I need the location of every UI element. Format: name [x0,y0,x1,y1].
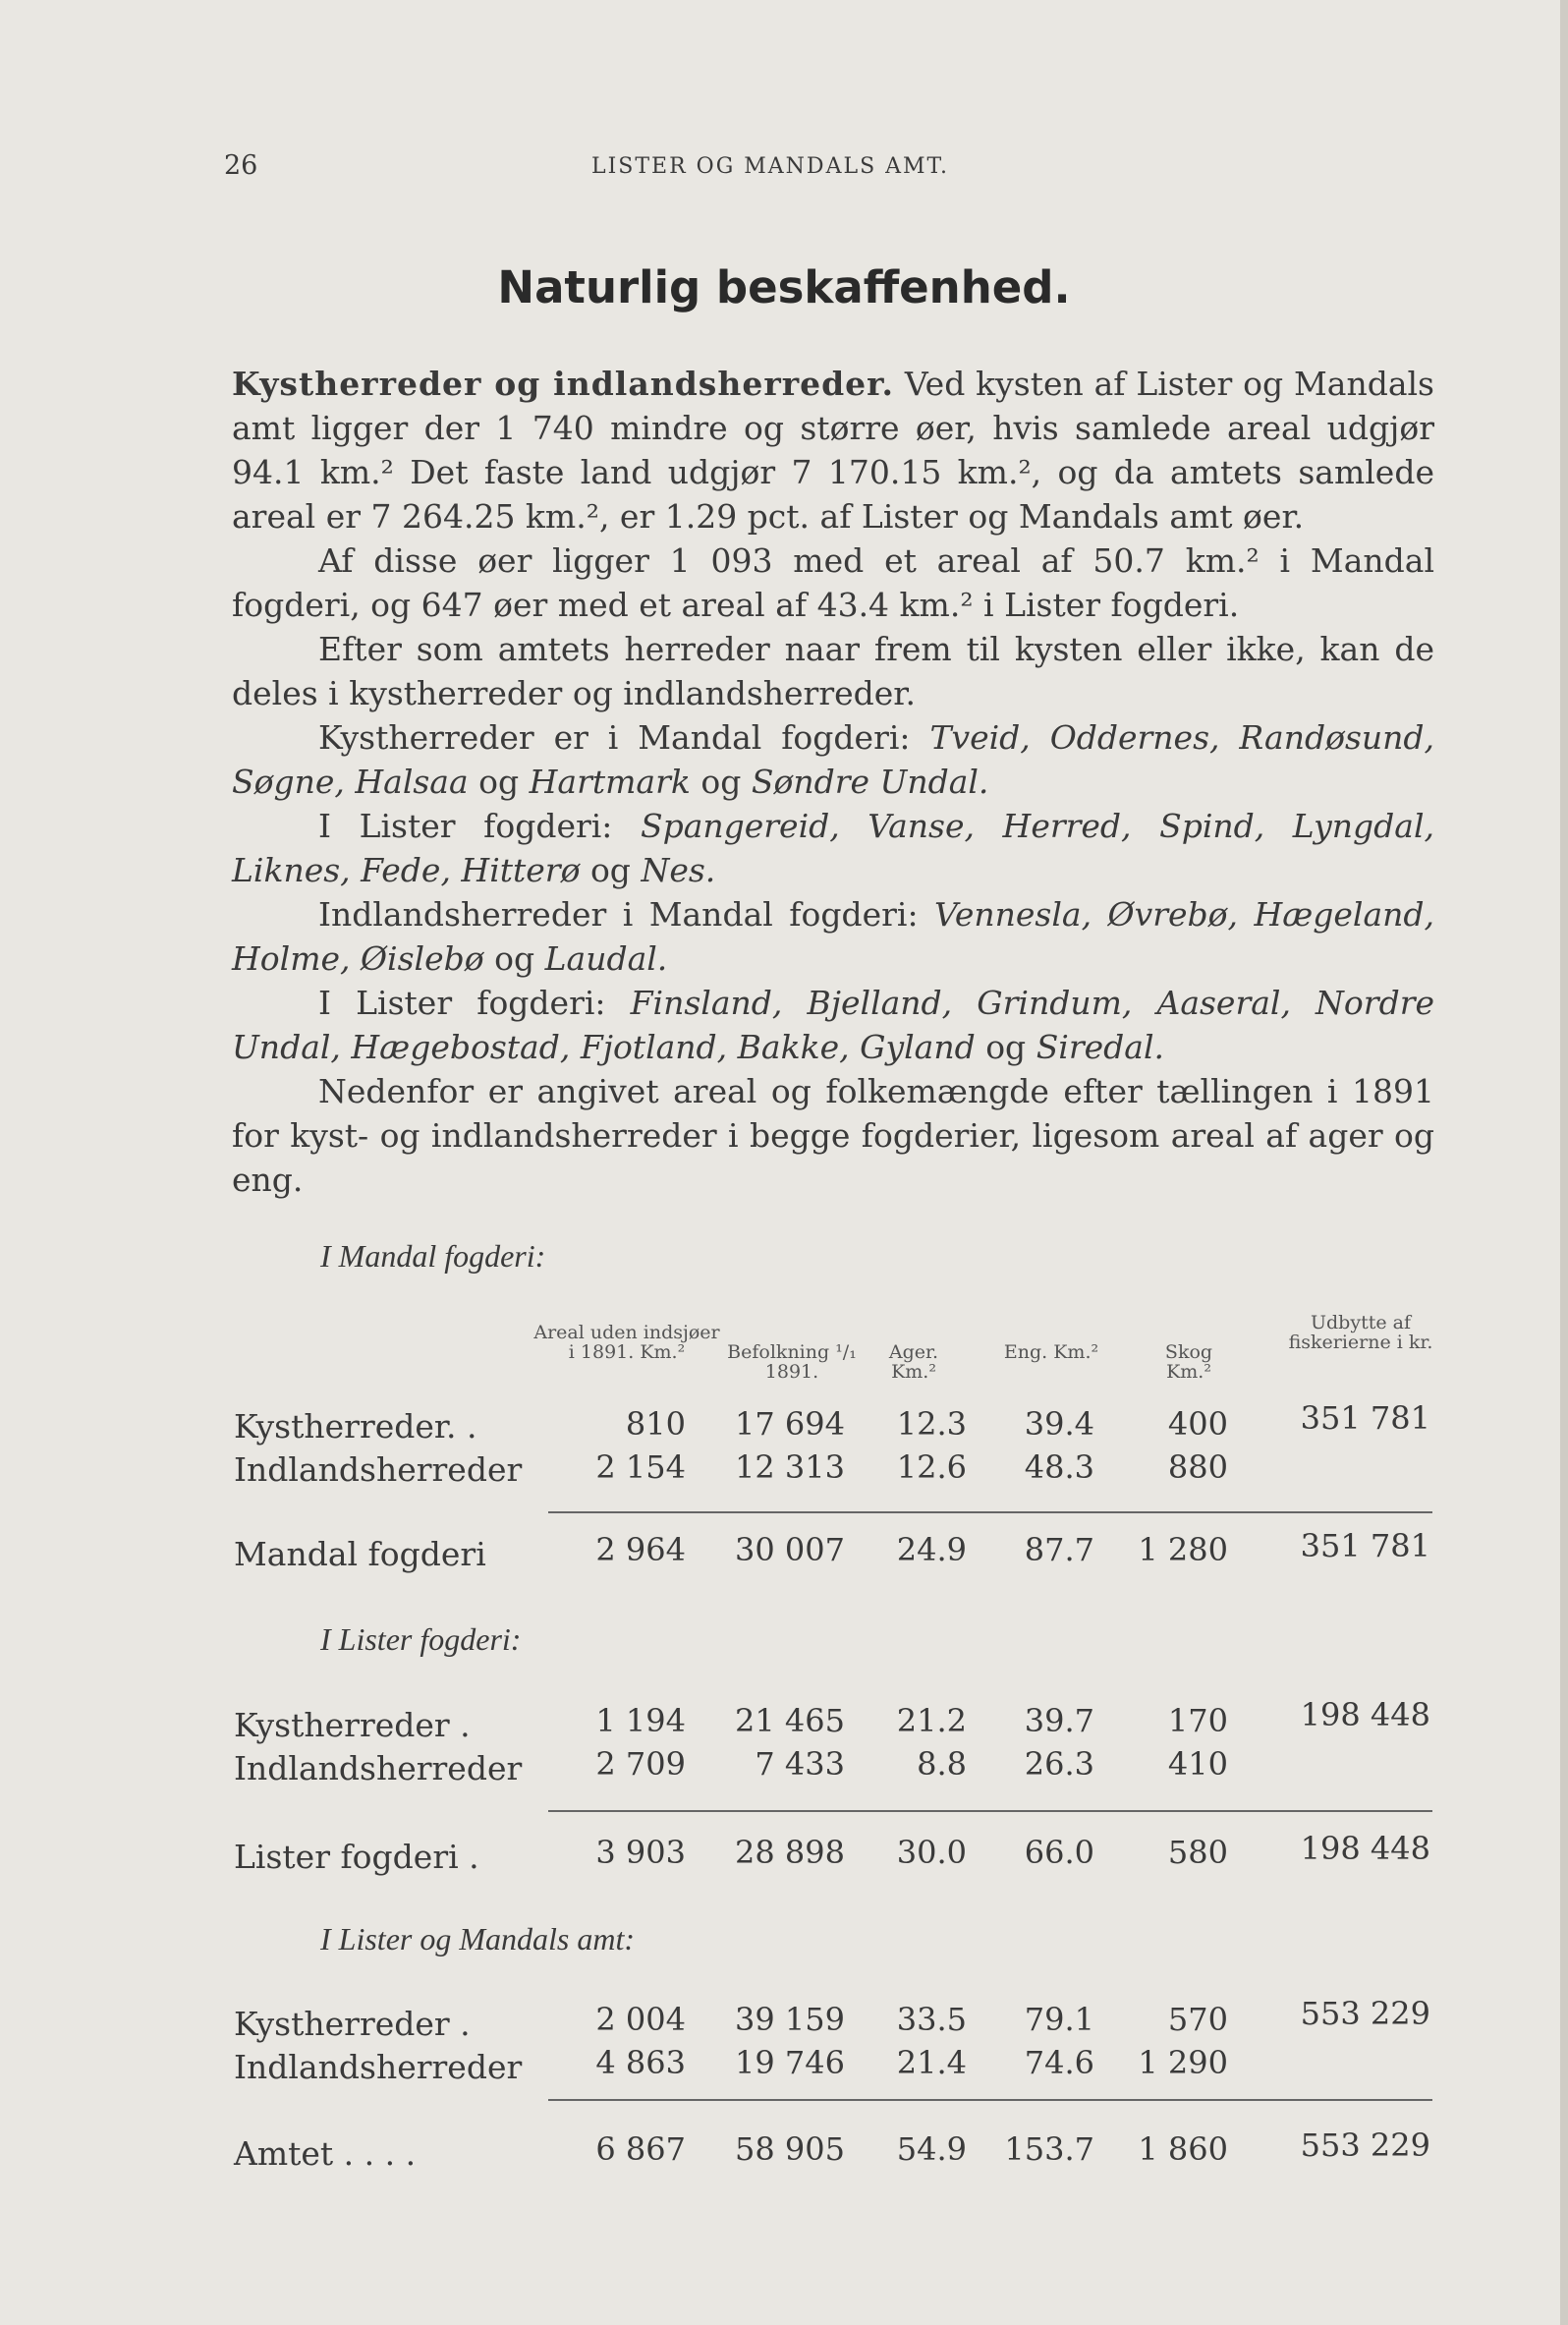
cell-areal: 1 194 [595,1702,686,1739]
cell-udbytte: 198 448 [1300,1696,1430,1733]
cell-befolkning: 17 694 [735,1405,845,1443]
row-label-mandal-kyst: Kystherreder. . [234,1407,477,1446]
row-label-amt-indl: Indlandsherreder [234,2048,523,2086]
row-label-mandal-total: Mandal fogderi [234,1535,486,1573]
cell-eng: 87.7 [1024,1531,1094,1568]
cell-ager: 21.2 [896,1702,967,1739]
row-label-lister-kyst: Kystherreder . [234,1706,471,1744]
cell-skog: 1 860 [1138,2130,1228,2168]
cell-befolkning: 28 898 [735,1834,845,1871]
cell-skog: 570 [1167,2001,1228,2038]
row-label-amt-total: Amtet . . . . [234,2134,417,2173]
section-mandal: I Mandal fogderi: [320,1238,546,1274]
p5-places: Spangereid, Vanse, Herred, Spind, Lyngdal, Liknes, Fede, Hitterø [232,807,1434,889]
page-title: Naturlig beskaffenhed. [497,261,1071,313]
row-label-mandal-indl: Indlandsherreder [234,1450,523,1489]
cell-skog: 170 [1167,1702,1228,1739]
row-label-lister-indl: Indlandsherreder [234,1749,523,1787]
cell-areal: 810 [625,1405,686,1443]
paragraph-1 [232,362,1434,539]
cell-udbytte: 553 229 [1300,1995,1430,2032]
section-amt: I Lister og Mandals amt: [320,1921,635,1956]
p4-places: Tveid, Oddernes, Randøsund, Søgne, Halsaa [232,718,1434,801]
cell-udbytte: 553 229 [1300,2127,1430,2164]
col-header-udbytte: Udbytte af fiskerierne i kr. [1288,1312,1433,1353]
col-header-skog: Skog Km.² [1164,1341,1213,1383]
cell-ager: 30.0 [896,1834,967,1871]
p7-places: Finsland, Bjelland, Grindum, Aaseral, Nordre Undal, Hægebostad, Fjotland, Bakke, Gyland [232,984,1435,1066]
cell-areal: 3 903 [595,1834,686,1871]
cell-eng: 48.3 [1024,1448,1094,1486]
cell-areal: 2 004 [595,2001,686,2038]
body-text [232,362,1434,1202]
p4-lead: Kystherreder er i Mandal fogderi: [318,718,930,757]
p4-and2: og [690,763,752,801]
cell-ager: 33.5 [896,2001,967,2038]
cell-eng: 39.4 [1024,1405,1094,1443]
p6-lead: Indlandsherreder i Mandal fogderi: [318,895,935,934]
cell-udbytte: 351 781 [1300,1527,1430,1564]
paragraph-6 [232,892,1434,981]
cell-befolkning: 12 313 [735,1448,845,1486]
cell-skog: 1 290 [1138,2044,1228,2081]
scan-edge [1560,0,1568,2325]
cell-befolkning: 7 433 [755,1745,845,1783]
paragraph-3: Efter som amtets herreder naar frem til kysten eller ikke, kan de deles i kystherreder og indlandsherreder. [232,630,1434,712]
cell-befolkning: 21 465 [735,1702,845,1739]
cell-ager: 54.9 [896,2130,967,2168]
p6-places: Vennesla, Øvrebø, Hægeland, Holme, Øislebø [232,895,1435,978]
running-title: LISTER OG MANDALS AMT. [591,154,949,179]
cell-ager: 24.9 [896,1531,967,1568]
cell-udbytte: 198 448 [1300,1830,1430,1867]
cell-eng: 26.3 [1024,1745,1094,1783]
cell-eng: 39.7 [1024,1702,1094,1739]
paragraph-1-text: Ved kysten af Lister og Mandals amt ligger der 1 740 mindre og større øer, hvis samlede areal udgjør 94.1 km.² Det faste land udgjør 7 170.15 km.², og da amtets samlede areal er 7 264.25 km.², er 1.29 pct. af Lister og Mandals amt øer. [232,365,1434,536]
cell-areal: 2 709 [595,1745,686,1783]
cell-eng: 74.6 [1024,2044,1094,2081]
p5-places2: Nes. [641,851,716,889]
cell-eng: 79.1 [1024,2001,1094,2038]
col-header-befolkning: Befolkning ¹/₁ 1891. [727,1341,857,1383]
col-header-ager: Ager. Km.² [888,1341,939,1383]
cell-ager: 12.6 [896,1448,967,1486]
p4-places3: Søndre Undal. [751,763,989,801]
table-rule [548,2099,1432,2101]
p5-and: og [580,851,642,889]
table-rule [548,1810,1432,1812]
cell-ager: 12.3 [896,1405,967,1443]
cell-eng: 153.7 [1004,2130,1094,2168]
cell-skog: 880 [1167,1448,1228,1486]
cell-ager: 8.8 [917,1745,967,1783]
row-label-amt-kyst: Kystherreder . [234,2005,471,2043]
cell-befolkning: 30 007 [735,1531,845,1568]
p7-and: og [975,1028,1036,1066]
cell-skog: 400 [1167,1405,1228,1443]
cell-eng: 66.0 [1024,1834,1094,1871]
cell-skog: 1 280 [1138,1531,1228,1568]
p7-places2: Siredal. [1036,1028,1164,1066]
section-lister: I Lister fogderi: [320,1621,522,1657]
paragraph-5 [232,804,1434,892]
page-number: 26 [224,150,258,181]
cell-areal: 6 867 [595,2130,686,2168]
p7-lead: I Lister fogderi: [318,984,631,1022]
cell-areal: 4 863 [595,2044,686,2081]
paragraph-8: Nedenfor er angivet areal og folkemængde efter tællingen i 1891 for kyst- og indlandsherreder i begge fogderier, ligesom areal af ager og eng. [232,1072,1434,1199]
p6-places2: Laudal. [544,939,668,978]
cell-befolkning: 19 746 [735,2044,845,2081]
col-header-eng: Eng. Km.² [1003,1341,1099,1363]
paragraph-2: Af disse øer ligger 1 093 med et areal af 50.7 km.² i Mandal fogderi, og 647 øer med et areal af 43.4 km.² i Lister fogderi. [232,541,1434,624]
cell-skog: 410 [1167,1745,1228,1783]
cell-areal: 2 154 [595,1448,686,1486]
cell-skog: 580 [1167,1834,1228,1871]
p5-lead: I Lister fogderi: [318,807,641,845]
cell-befolkning: 39 159 [735,2001,845,2038]
cell-befolkning: 58 905 [735,2130,845,2168]
inline-heading: Kystherreder og indlandsherreder. [232,365,895,403]
table-rule [548,1511,1432,1513]
cell-ager: 21.4 [896,2044,967,2081]
col-header-areal: Areal uden indsjøer i 1891. Km.² [533,1322,720,1363]
p4-places2: Hartmark [529,763,691,801]
row-label-lister-total: Lister fogderi . [234,1838,479,1876]
cell-udbytte: 351 781 [1300,1399,1430,1437]
paragraph-7 [232,981,1434,1069]
paragraph-4 [232,715,1434,804]
p4-and: og [468,763,530,801]
cell-areal: 2 964 [595,1531,686,1568]
p6-and: og [483,939,545,978]
